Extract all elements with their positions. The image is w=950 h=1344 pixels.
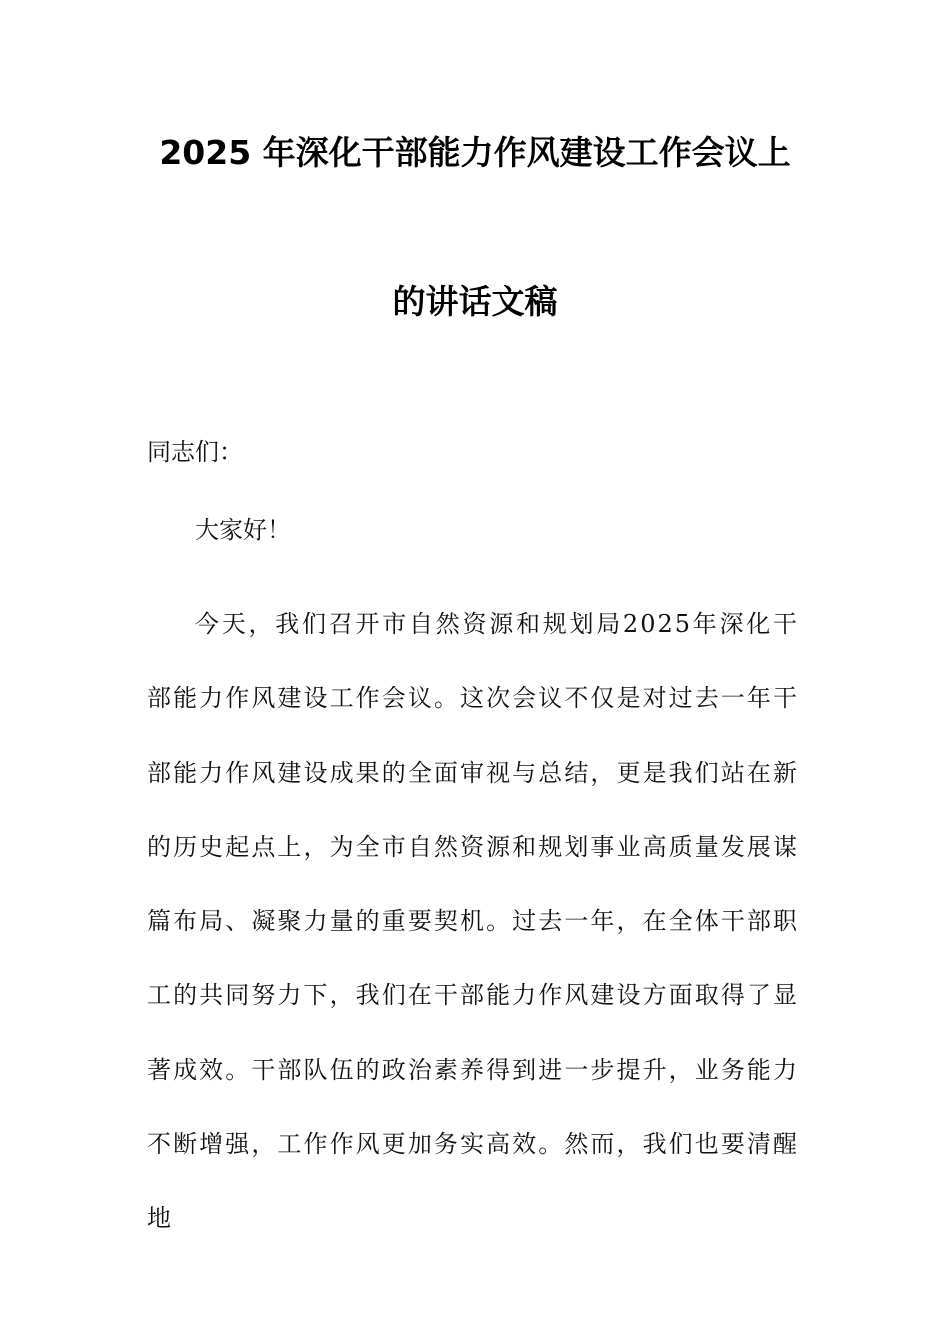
body-paragraph: 今天，我们召开市自然资源和规划局2025年深化干部能力作风建设工作会议。这次会议不仅是对过去一年干部能力作风建设成果的全面审视与总结，更是我们站在新的历史起点上，为全市自然资源和规划事业高质量发展谋篇布局、凝聚力量的重要契机。过去一年，在全体干部职工的共同努力下，我们在干部能力作风建设方面取得了显著成效。干部队伍的政治素养得到进一步提升，业务能力不断增强，工作作风更加务实高效。然而，我们也要清醒地	[147, 610, 799, 1233]
greeting: 大家好！	[195, 516, 291, 544]
document-title-line-1: 2025 年深化干部能力作风建设工作会议上	[159, 133, 791, 172]
document-title-line-2: 的讲话文稿	[392, 282, 558, 321]
salutation: 同志们：	[147, 438, 243, 466]
